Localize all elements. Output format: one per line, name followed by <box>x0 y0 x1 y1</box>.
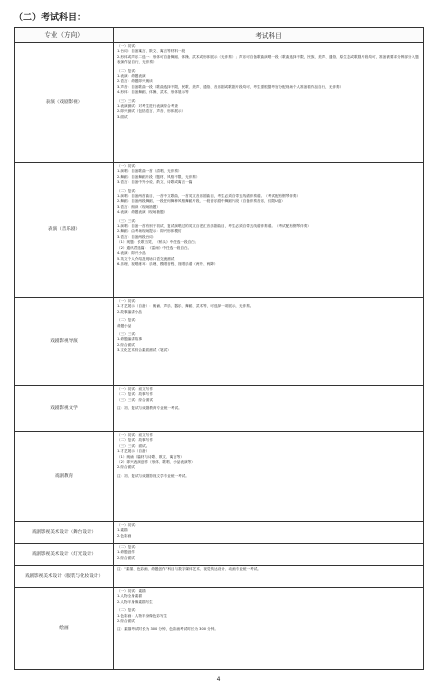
subject-block: （一）初试： 1.台词：自备寓言、散文、寓言等材料一段 2.形体或声乐二选一：形体可自备舞蹈、体操、武术或形体展示（无伴奏）；声乐可自备歌曲演唱一段（歌曲选择不限，民族、美声、通俗、原生态或歌剧片段均可，准备被要求分辨部分入题表演作品自行，无伴奏） <box>117 44 419 65</box>
table-row <box>15 566 424 588</box>
major-name: 戏剧影视文学 <box>15 386 114 432</box>
subjects-cell <box>114 298 424 386</box>
major-name: 戏剧影视美术设计（服装与化妆设计） <box>15 566 114 588</box>
major-name: 戏剧影视美术设计（舞台设计） <box>15 522 114 544</box>
subject-block: 注：素描考试时长为 300 分钟，色彩画考试时长为 300 分钟。 <box>117 627 218 632</box>
subject-block: （一）初试： 1.演唱：自备歌曲一首（清唱，无伴奏） 2.舞蹈：自备舞蹈片段（题材、风格不限，无伴奏） 3.语言：自备中外小说、散文、诗歌或寓言一篇 <box>117 164 200 185</box>
subject-block: （二）复试： 1.色彩画：人物半身像色彩写生 2.综合面试 <box>117 608 168 624</box>
subject-block: （三）三试： 1.命题编讲故事 2.综合面试 3.文化艺术综合素质测试（笔试） <box>117 332 171 353</box>
table-row <box>15 588 424 670</box>
table-row <box>15 163 424 298</box>
section-heading: （二）考试科目： <box>14 13 87 23</box>
subjects-cell <box>114 588 424 670</box>
subject-block: （一）初试： 1.素描 2.色彩画 <box>117 523 139 538</box>
subjects-cell <box>114 163 424 298</box>
subject-block: （二）复试： 1.表演：命题表演 2.语言：命题即兴朗读 3.声音：自备歌曲一段（歌曲选择不限，民歌、美声、通俗、音乐剧或歌剧片段均可，考生需根据考官分配现场个人准备看作品自行，无伴奏） 4.形体：自备舞蹈、体操、武术、形体展示等 <box>117 68 344 95</box>
subjects-cell <box>114 522 424 544</box>
subject-block: （一）初试：素描 1.人物全身素描 2.人物半身像素描写生 <box>117 589 153 604</box>
subjects-cell <box>114 43 424 163</box>
subject-block: （三）三试： 1.演唱：自备一首有别于初试、复试演唱过的英文百老汇音乐剧曲目，考生必须自带五线谱伴奏谱。（考试配有钢琴伴奏） 2.舞蹈：由考场现场提示：即兴形体模仿 3.语言：自备两段台词： （1）现题：长歌当哭，《桥头》中任选一段自白； （2）通讯君选篇：《雷雨》中任选一段自白。 4.表演：即兴小品 5.英文个人介绍及现场口语交流测试 6.乐理、视唱练耳：乐理、模唱音程、视唱乐谱（两升、两降） <box>117 218 311 266</box>
subject-block: （一）初试：叙文写作 （二）复试：故事写作 （三）三试：综合面试 <box>117 387 153 402</box>
table-row <box>15 544 424 566</box>
subject-block: （三）三试： 1.表演测试：对考生进行表演综合考查 2.即兴测试（包括语言、声音、形体展示） 3.面试 <box>117 98 186 119</box>
exam-subjects-table <box>14 27 424 670</box>
subjects-cell <box>114 386 424 432</box>
table-row <box>15 522 424 544</box>
major-name: 表演（音乐剧） <box>15 163 114 298</box>
subjects-cell <box>114 566 424 588</box>
major-name: 表演（戏剧影视） <box>15 43 114 163</box>
column-header-subjects: 考试科目 <box>114 28 424 43</box>
major-name: 戏剧影视美术设计（灯光设计） <box>15 544 114 566</box>
table-header-row <box>15 28 424 43</box>
subjects-cell <box>114 544 424 566</box>
subject-block: 注：“素描、色彩画、命题创作”科目与数字媒体艺术、视觉传达设计、动画专业统一考试。 <box>117 567 261 571</box>
subject-block: 注：初、复试与戏剧影视文学专业统一考试。 <box>117 473 189 478</box>
subject-block: （一）初试： 1.才艺展示（自备）：朗诵、声乐、器乐、舞蹈、武术等，可选择一项展示，无伴奏。 2.故事编讲小品 <box>117 299 254 314</box>
column-header-major: 专业（方向） <box>15 28 114 43</box>
subject-block: （一）初试：叙文写作 （二）复试：故事写作 （三）三试：面试。 1.才艺展示（自备） （1）朗诵（篇材与诗歌、散文、寓言等） （2）即兴表演创作（形体、歌唱、小品表演等） 2.综合面试 <box>117 433 195 470</box>
table-row <box>15 43 424 163</box>
subjects-cell <box>114 432 424 522</box>
subject-block: （二）复试： 1.演唱：自备两首曲目，一首中文歌曲，一首英文音乐剧曲目，考生必须自带五线谱伴奏谱。（考试配有钢琴伴奏） 2.舞蹈：自备两段舞蹈，一段任何舞种风格舞蹈片段，一段音乐剧中舞蹈片段（自备伴奏音乐，仅限U盘） 3.语言：朗读（现场抽题） 4.表演：命题表演（现场抽题） <box>117 188 301 215</box>
subject-block: 注：初、复试与戏剧教育专业统一考试。 <box>117 406 182 411</box>
table-row <box>15 432 424 522</box>
major-name: 戏剧教育 <box>15 432 114 522</box>
table-row <box>15 386 424 432</box>
table-row <box>15 298 424 386</box>
major-name: 绘画 <box>15 588 114 670</box>
major-name: 戏剧影视导演 <box>15 298 114 386</box>
page-number: 4 <box>216 676 221 683</box>
subject-block: （二）复试： 命题小品 <box>117 318 139 328</box>
subject-block: （二）复试： 1.命题创作 2.综合面试 <box>117 545 139 560</box>
